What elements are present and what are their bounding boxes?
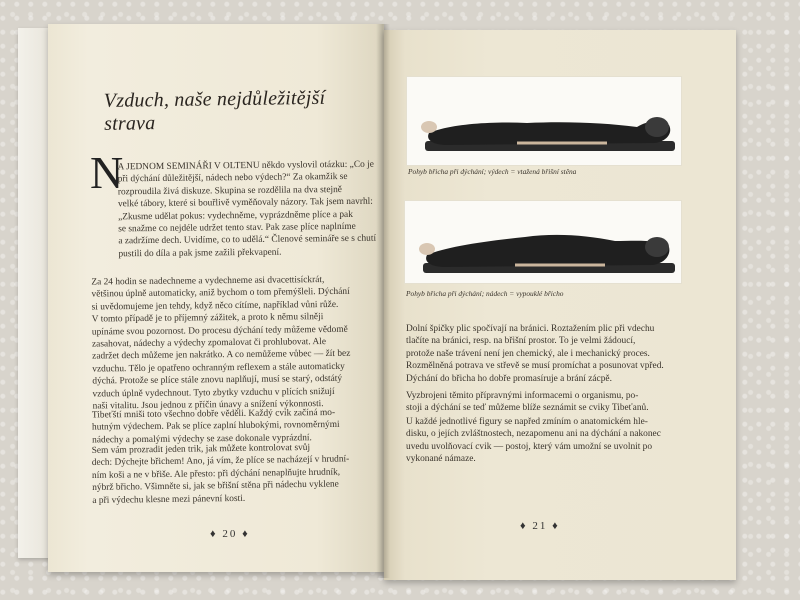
chapter-title: Vzduch, naše nejdůležitější strava — [103, 86, 326, 135]
left-paragraph-4: Sem vám prozradit jeden trik, jak můžete kontrolovat svůj dech: Dýchejte břichem! Ano, já vím, že plíce se nacházejí v hrudní- ním koši a ne v břiše. Ale přesto: při dýchání nenaplňujte hrudník, nýbrž břicho. Všimněte si, jak se břišní stěna při nádechu vyklene a při výdechu klesne mezi pánevní kosti. — [91, 442, 350, 506]
right-paragraph-1: Dolní špičky plic spočívají na bránici. Roztažením plic při vdechu tlačíte na bránici, resp. na břišní prostor. To je velmi žádoucí, protože naše trávení není jen chemický, ale i mechanický proces. Rozmělněná potrava ve střevě se musí promíchat a posunovat vpřed. Dýchání do břicha ho dobře promasíruje a brání zácpě. — [406, 324, 664, 384]
right-paragraph-2: Vyzbrojeni těmito přípravnými informacemi o organismu, po- stoji a dýchání se teď můžeme blíže seznámit se cviky Tibeťanů. — [406, 391, 649, 414]
photo-inhale — [404, 200, 682, 284]
left-paragraph-3: Tibeťští mniši toto všechno dobře věděli. Každý cvik začíná mo- hutným výdechem. Pak se plíce zaplní hlubokými, rovnoměrnými nádechy a pomalými výdechy se zase dokonale vyprázdní. — [91, 407, 340, 446]
page-number-right: ♦ 21 ♦ — [520, 520, 560, 532]
drop-cap: N — [90, 147, 124, 198]
photo-caption-1: Pohyb břicha při dýchání; výdech = vtažená břišní stěna — [408, 167, 577, 176]
left-paragraph-2: Za 24 hodin se nadechneme a vydechneme asi dvacettisíckrát, většinou úplně automaticky, aniž bychom o tom přemýšleli. Dýchání si uvědomujeme jen tehdy, když něco cítíme, například vůni růže. V tomto případě je to příjemný zážitek, a proto k němu silněji upínáme svou pozornost. Do procesu dýchání tedy můžeme vědomě zasahovat, nádechy a výdechy zpomalovat či prohlubovat. Ale zadržet dech můžeme jen nakrátko. A co nemůžeme vůbec — žít bez vzduchu. Tělo je opatřeno ochranným reflexem a stále automaticky dýchá. Protože se plíce stále znovu naplňují, musí se starý, odstátý vzduch úplně vydechnout. Tyto zbytky vzduchu v plících snižují naši vitalitu. Jsou jednou z příčin únavy a snížení výkonnosti. — [91, 275, 351, 412]
photo-caption-2: Pohyb břicha při dýchání; nádech = vypouklé břicho — [406, 289, 564, 298]
book-gutter — [376, 24, 390, 578]
left-paragraph-1: A JEDNOM SEMINÁŘI V OLTENU někdo vyslovil otázku: „Co je při dýchání důležitější, nádech nebo výdech?“ Za okamžik se rozproudila živá diskuze. Skupina se rozdělila na dva stejně velké tábory, které si bouřlivě vyměňovaly názory. Tak jsem navrhl: „Zkusme udělat pokus: vydechněme, vyprázdněme plíce a pak se snažme co nejdéle udržet tento stav. Pak zase plíce naplníme a zadržíme dech. Uvidíme, co to udělá.“ Členové semináře se s chutí pustili do díla a pak jsme zažili překvapení. — [117, 159, 377, 260]
page-number-left: ♦ 20 ♦ — [210, 528, 250, 540]
photo-exhale — [406, 76, 682, 166]
right-paragraph-3: U každé jednotlivé figury se napřed zmíním o anatomickém hle- disku, o jejích zvláštnostech, nezapomenu ani na dýchání a nakonec uvedu uvolňovací cvik — postoj, který vám umožní se uvolnit po vykonané námaze. — [406, 417, 661, 465]
